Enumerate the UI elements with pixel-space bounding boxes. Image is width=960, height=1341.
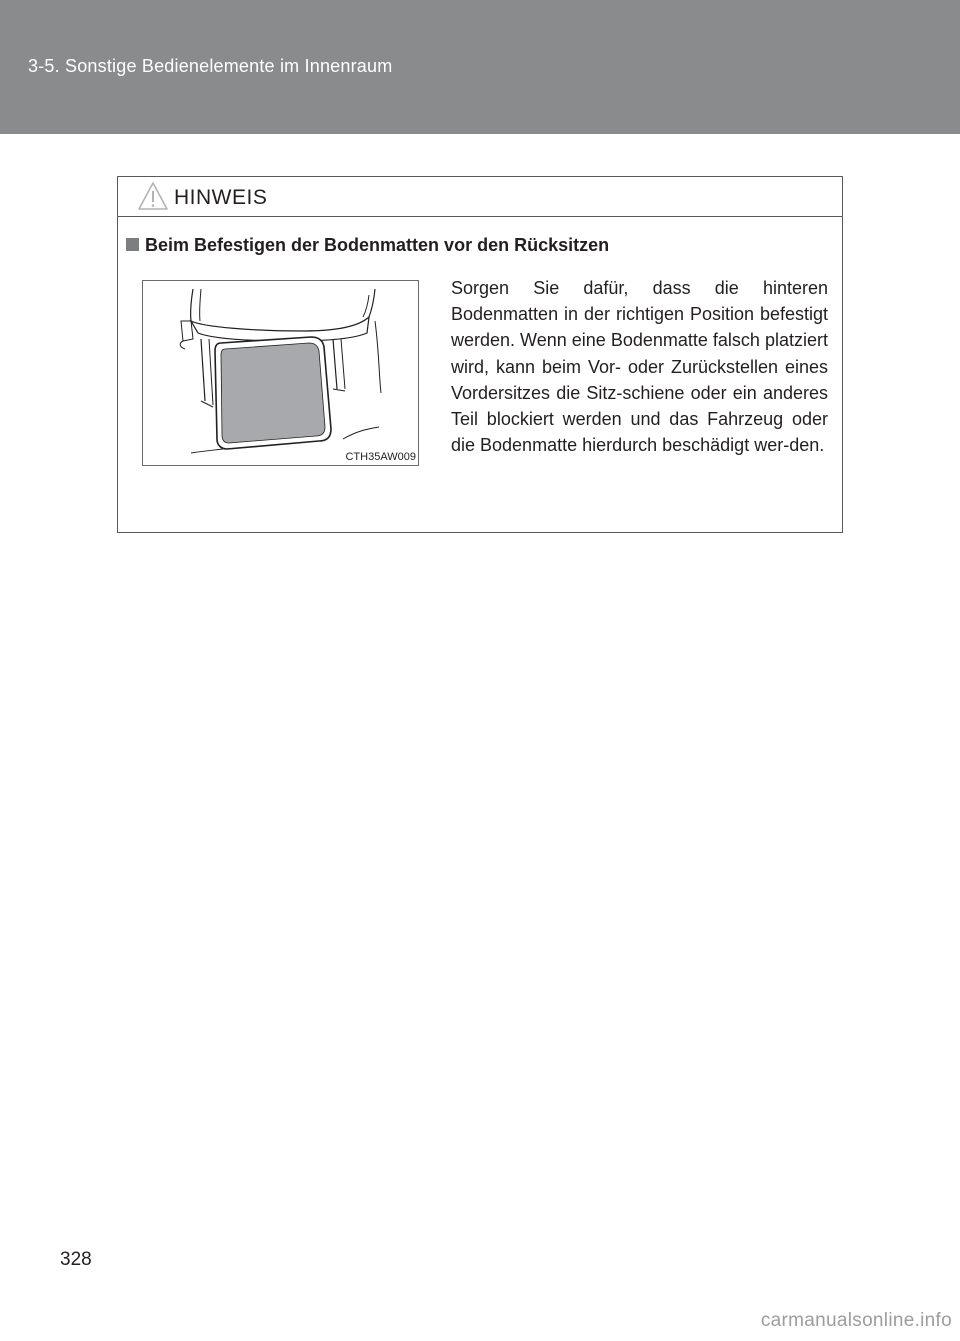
section-heading-text: Beim Befestigen der Bodenmatten vor den Rücksitzen [145, 235, 610, 255]
figure-code: CTH35AW009 [345, 451, 416, 463]
notice-body-text: Sorgen Sie dafür, dass die hinteren Bodenmatten in der richtigen Position befestigt werden. Wenn eine Bodenmatte falsch platziert wird, kann beim Vor- oder Zurückstellen eines Vordersitzes die Sitz-schiene oder ein anderes Teil blockiert werden und das Fahrzeug oder die Bodenmatte hierdurch beschädigt wer-den. [451, 278, 828, 456]
notice-box [117, 176, 843, 533]
notice-header [118, 177, 842, 217]
section-heading [126, 235, 609, 256]
section-title: 3-5. Sonstige Bedienelemente im Innenraum [28, 56, 393, 76]
floor-mat-illustration [142, 280, 419, 466]
warning-triangle-icon [137, 180, 169, 212]
page-number: 328 [60, 1249, 92, 1270]
floor-mat-drawing [143, 281, 418, 465]
square-bullet-icon [126, 238, 139, 251]
watermark: carmanualsonline.info [760, 1310, 952, 1331]
notice-title: HINWEIS [174, 186, 268, 209]
page-header [0, 0, 960, 134]
